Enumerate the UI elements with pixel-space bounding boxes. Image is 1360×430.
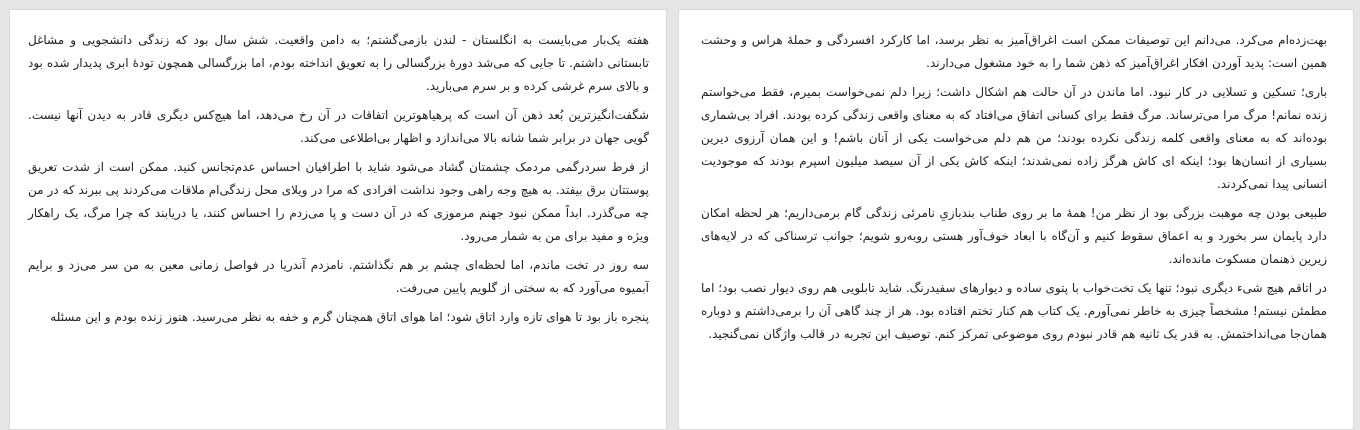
left-paragraph-4: سه روز در تخت ماندم، اما لحظه‌ای چشم بر هم نگذاشتم. نامزدم آندریا در فواصل زمانی معین به من سر می‌زد و برایم آبمیوه می‌آورد که به سختی از گلویم پایین می‌رفت. [28, 258, 649, 295]
right-paragraph-1: بهت‌زده‌ام می‌کرد. می‌دانم این توصیفات ممکن است اغراق‌آمیز به نظر برسد، اما کارکرد افسردگی و حملهٔ هراس و وحشت همین است: پدید آوردن افکار اغراق‌آمیز که ذهن شما را به خود مشغول می‌دارند. [701, 33, 1327, 70]
right-paragraph-4: در اتاقم هیچ شیء دیگری نبود؛ تنها یک تخت‌خواب با پتوی ساده و دیوارهای سفیدرنگ. شاید تابلویی هم روی دیوار نصب بود؛ اما مطمئن نیستم! مشخصاً چیزی به خاطر نمی‌آورم. یک کتاب هم کنار تختم افتاده بود. هر از چند گاهی آن را برمی‌داشتم و دوباره همان‌جا می‌انداختمش. به قدر یک ثانیه هم قادر نبودم روی موضوعی تمرکز کنم. توصیف این تجربه در قالب واژگان نمی‌گنجید. [701, 281, 1327, 341]
left-paragraph-5: پنجره باز بود تا هوای تازه وارد اتاق شود؛ اما هوای اتاق همچنان گرم و خفه به نظر می‌رسید. هنوز زنده بودم و این مسئله [50, 310, 649, 324]
left-paragraph-2: شگفت‌انگیزترین بُعد ذهن آن است که پرهیاهوترین اتفاقات در آن رخ می‌دهد، اما هیچ‌کس دیگری قادر به دیدن آنها نیست. گویی جهان در برابر شما شانه بالا می‌اندازد و اظهار بی‌اطلاعی می‌کند. [28, 108, 649, 145]
right-paragraph-3: طبیعی بودن چه موهبت بزرگی بود از نظر من! همهٔ ما بر روی طناب بندبازیِ نامرئی زندگی گام برمی‌داریم؛ هر لحظه امکان دارد پایمان سر بخورد و به اعماق سقوط کنیم و آن‌گاه با ابعاد خوف‌آور هستی روبه‌رو شویم؛ جوانب ترسناکی که در لایه‌های زیرین ذهنمان مسکوت مانده‌اند. [701, 206, 1327, 266]
left-paragraph-3: از فرط سردرگمی مردمک چشمتان گشاد می‌شود شاید با اطرافیان احساس عدم‌تجانس کنید. ممکن است از شدت تعریق پوستتان برق بیفتد. به هیچ وجه راهی وجود نداشت افرادی که مرا در ویلای محل زندگی‌ام ملاقات می‌کردند پی ببرند که در من چه می‌گذرد. ابداً ممکن نبود جهنم مرموزی که در آن دست و پا می‌زدم را احساس کنند، یا دریابند که چرا مرگ، یک راهکار ویژه و مفید برای من به شمار می‌رود. [28, 160, 649, 243]
left-page [9, 9, 667, 430]
left-paragraph-1: هفته یک‌بار می‌بایست به انگلستان - لندن بازمی‌گشتم؛ به دامن واقعیت. شش سال بود که زندگی دانشجویی و مشاغل تابستانی داشتم. تا جایی که می‌شد دورهٔ بزرگسالی را به تعویق انداخته بودم، اما بزرگسالی همچون تودهٔ ابری پدیدار شده بود و بالای سرم غرشی کرده و بر سرم می‌بارید. [28, 33, 649, 93]
right-paragraph-2: باری؛ تسکین و تسلایی در کار نبود. اما ماندن در آن حالت هم اشکال داشت؛ زیرا دلم نمی‌خواست بمیرم، فقط می‌خواستم زنده نمانم! مرگ مرا می‌ترساند. مرگ فقط برای کسانی اتفاق می‌افتاد که به معنای واقعی زندگی کرده بودند. افراد بی‌شماری بوده‌اند که به معنای واقعی کلمه زندگی نکرده بودند؛ من هم دلم می‌خواست یکی از آنان باشم! و این همان آرزوی دیرین بسیاری از انسان‌ها بود؛ اینکه ای کاش هرگز زاده نمی‌شدند؛ اینکه کاش یکی از آن سیصد میلیون اسپرم بودند که موجودیت انسانی پیدا نمی‌کردند. [701, 85, 1327, 191]
right-page [678, 9, 1354, 430]
